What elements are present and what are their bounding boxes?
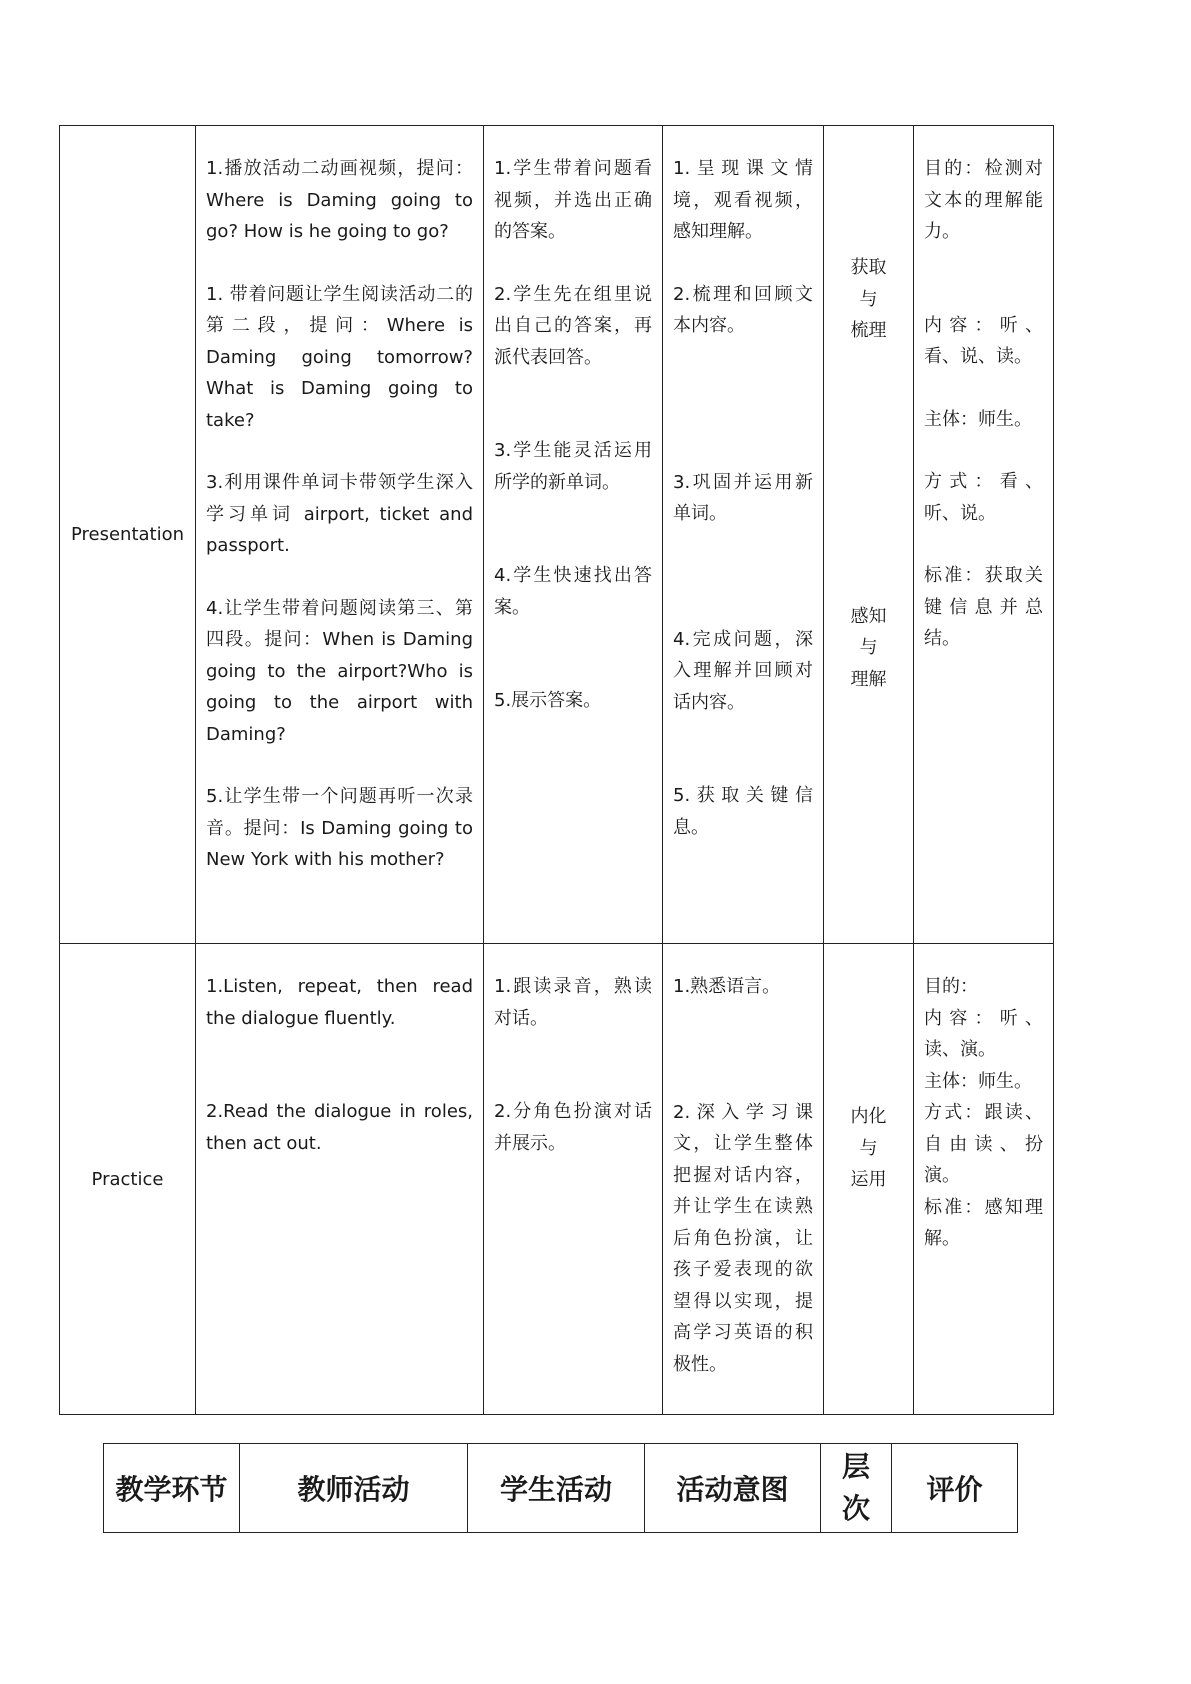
practice-row — [60, 944, 1054, 1415]
eval-item: 标准：感知理解。 — [924, 1196, 1043, 1249]
eval-item: 方式：跟读、自由读、扮演。 — [924, 1102, 1043, 1186]
intent-step: 3.巩固并运用新单词。 — [673, 471, 813, 524]
header-table — [103, 1443, 1018, 1533]
teacher-activity-cell — [196, 126, 484, 944]
header-row — [104, 1444, 1018, 1533]
evaluation-cell — [914, 126, 1054, 944]
lesson-plan-table — [59, 125, 1054, 1415]
level-text-internalize — [824, 1101, 913, 1196]
intent-step: 2.梳理和回顾文本内容。 — [673, 283, 813, 336]
intent-step: 4.完成问题，深入理解并回顾对话内容。 — [673, 628, 813, 713]
level-line: 与 — [859, 288, 878, 310]
intent-step: 1.呈现课文情境，观看视频，感知理解。 — [673, 158, 813, 242]
eval-item: 内容：听、看、说、读。 — [924, 314, 1043, 367]
eval-item: 方式：看、听、说。 — [924, 471, 1043, 524]
header-eval: 评价 — [892, 1444, 1018, 1533]
student-activity-cell — [484, 944, 663, 1415]
stage-cell-presentation — [60, 126, 196, 944]
teacher-step: 3.利用课件单词卡带领学生深入学习单词 airport, ticket and passport. — [206, 472, 473, 556]
level-line: 获取 — [850, 257, 887, 278]
activity-intent-cell — [663, 126, 824, 944]
teacher-step: 5.让学生带一个问题再听一次录音。提问：Is Daming going to New York with his mother? — [206, 786, 473, 870]
level-line: 梳理 — [850, 320, 887, 341]
teacher-step: 1. 带着问题让学生阅读活动二的第二段，提问：Where is Daming going tomorrow?What is Daming going to take? — [206, 283, 473, 431]
student-step: 1.跟读录音，熟读对话。 — [494, 976, 652, 1029]
level-line: 理解 — [850, 668, 887, 690]
eval-item: 标准：获取关键信息并总结。 — [924, 565, 1043, 649]
stage-label: Practice — [91, 1168, 164, 1190]
eval-item: 目的：检测对文本的理解能力。 — [924, 158, 1043, 242]
eval-item: 目的： — [924, 976, 978, 997]
level-line: 运用 — [850, 1169, 887, 1190]
intent-step: 2.深入学习课文，让学生整体把握对话内容，并让学生在读熟后角色扮演，让孩子爱表现的欲望得以实现，提高学习英语的积极性。 — [673, 1101, 813, 1375]
level-text-perceive — [824, 601, 913, 696]
student-step: 4.学生快速找出答案。 — [494, 565, 652, 618]
stage-label: Presentation — [70, 524, 185, 545]
teacher-activity-cell — [196, 944, 484, 1415]
level-line: 与 — [859, 637, 878, 658]
header-level — [821, 1444, 892, 1533]
student-step: 2.分角色扮演对话并展示。 — [494, 1101, 652, 1154]
level-line: 内化 — [850, 1106, 887, 1127]
intent-step: 1.熟悉语言。 — [673, 976, 781, 997]
student-step: 2.学生先在组里说出自己的答案，再派代表回答。 — [494, 283, 652, 368]
teacher-step: 1.Listen, repeat, then read the dialogue fluently. — [206, 976, 473, 1029]
eval-item: 主体：师生。 — [924, 408, 1032, 430]
header-student: 学生活动 — [468, 1444, 645, 1533]
level-line: 感知 — [850, 605, 887, 627]
header-teacher: 教师活动 — [240, 1444, 468, 1533]
stage-cell-practice — [60, 944, 196, 1415]
level-cell — [824, 126, 914, 944]
presentation-row — [60, 126, 1054, 944]
evaluation-cell — [914, 944, 1054, 1415]
intent-step: 5.获取关键信息。 — [673, 785, 813, 838]
teacher-step: 1.播放活动二动画视频，提问：Where is Daming going to go? How is he going to go? — [206, 158, 473, 242]
level-cell — [824, 944, 914, 1415]
level-line: 与 — [859, 1137, 878, 1159]
student-step: 5.展示答案。 — [494, 690, 602, 711]
teacher-step: 4.让学生带着问题阅读第三、第四段。提问：When is Daming going to the airport?Who is going to the airport with Daming? — [206, 597, 473, 745]
header-intent: 活动意图 — [645, 1444, 821, 1533]
header-level-line: 层 — [841, 1450, 870, 1483]
eval-item: 主体：师生。 — [924, 1070, 1032, 1092]
level-text-acquire — [824, 252, 913, 347]
teacher-step: 2.Read the dialogue in roles, then act out. — [206, 1101, 473, 1154]
header-stage: 教学环节 — [104, 1444, 240, 1533]
eval-item: 内容：听、读、演。 — [924, 1007, 1043, 1060]
activity-intent-cell — [663, 944, 824, 1415]
header-level-line: 次 — [841, 1492, 870, 1525]
student-step: 3.学生能灵活运用所学的新单词。 — [494, 440, 652, 493]
student-step: 1.学生带着问题看视频，并选出正确的答案。 — [494, 158, 652, 242]
student-activity-cell — [484, 126, 663, 944]
